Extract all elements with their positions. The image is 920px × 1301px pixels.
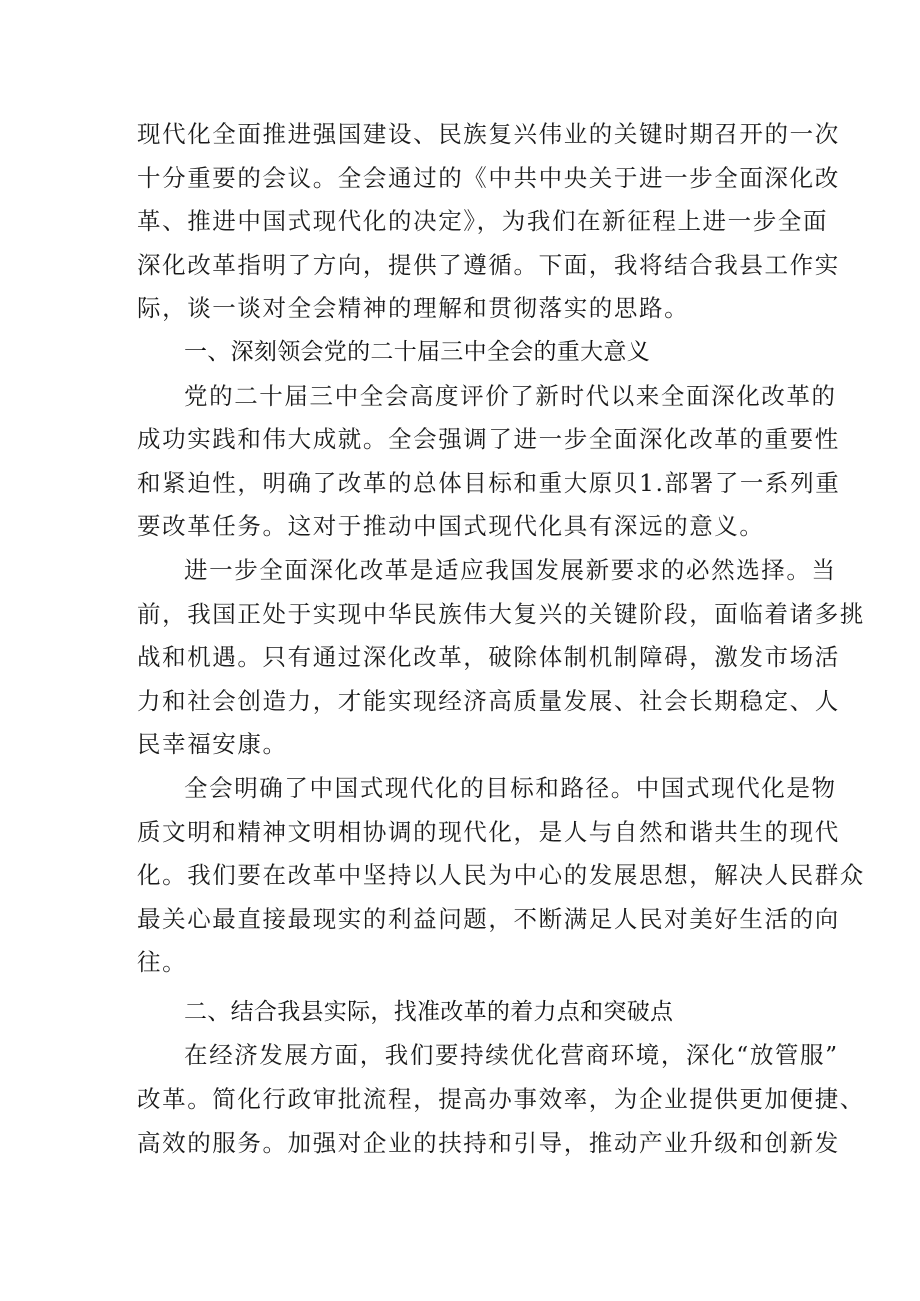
text-line: 改革。简化行政审批流程，提高办事效率，为企业提供更加便捷、 [137,1085,865,1114]
text-line: 前，我国正处于实现中华民族伟大复兴的关键阶段，面临着诸多挑 [137,599,865,628]
text-line: 在经济发展方面，我们要持续优化营商环境，深化“放管服” [184,1041,839,1070]
text-line: 深化改革指明了方向，提供了遵循。下面，我将结合我县工作实 [137,250,840,279]
text-line: 最关心最直接最现实的利益问题，不断满足人民对美好生活的向 [137,904,840,933]
text-line: 进一步全面深化改革是适应我国发展新要求的必然选择。当 [184,555,837,584]
text-line: 成功实践和伟大成就。全会强调了进一步全面深化改革的重要性 [137,425,840,454]
section2-paragraph-1 [137,1034,865,1165]
document-body [137,113,865,1165]
text-line: 战和机遇。只有通过深化改革，破除体制机制障碍，激发市场活 [137,643,840,672]
section-heading-1: 一、深刻领会党的二十届三中全会的重大意义 [184,338,650,365]
text-line: 化。我们要在改革中坚持以人民为中心的发展思想，解决人民群众 [137,861,865,890]
text-line: 全会明确了中国式现代化的目标和路径。中国式现代化是物 [184,773,837,802]
text-line: 民幸福安康。 [137,730,288,759]
text-line: 力和社会创造力，才能实现经济高质量发展、社会长期稳定、人 [137,686,840,715]
text-line: 际，谈一谈对全会精神的理解和贯彻落实的思路。 [137,294,690,323]
text-line: 质文明和精神文明相协调的现代化，是人与自然和谐共生的现代 [137,817,840,846]
intro-paragraph [137,113,840,331]
text-line: 党的二十届三中全会高度评价了新时代以来全面深化改革的 [184,381,837,410]
text-line: 和紧迫性，明确了改革的总体目标和重大原贝1.部署了一系列重 [137,468,841,497]
text-line: 十分重要的会议。全会通过的《中共中央关于进一步全面深化改 [137,163,840,192]
text-line: 往。 [137,948,188,977]
section-heading-2: 二、结合我县实际，找准改革的着力点和突破点 [184,998,674,1025]
section1-paragraph-2 [137,549,865,767]
text-line: 革、推进中国式现代化的决定》，为我们在新征程上进一步全面 [137,207,829,236]
section1-paragraph-1 [137,375,841,549]
text-line: 要改革任务。这对于推动中国式现代化具有深远的意义。 [137,512,765,541]
text-line: 现代化全面推进强国建设、民族复兴伟业的关键时期召开的一次 [137,120,840,148]
section1-paragraph-3 [137,767,865,985]
text-line: 高效的服务。加强对企业的扶持和引导，推动产业升级和创新发 [137,1128,840,1157]
